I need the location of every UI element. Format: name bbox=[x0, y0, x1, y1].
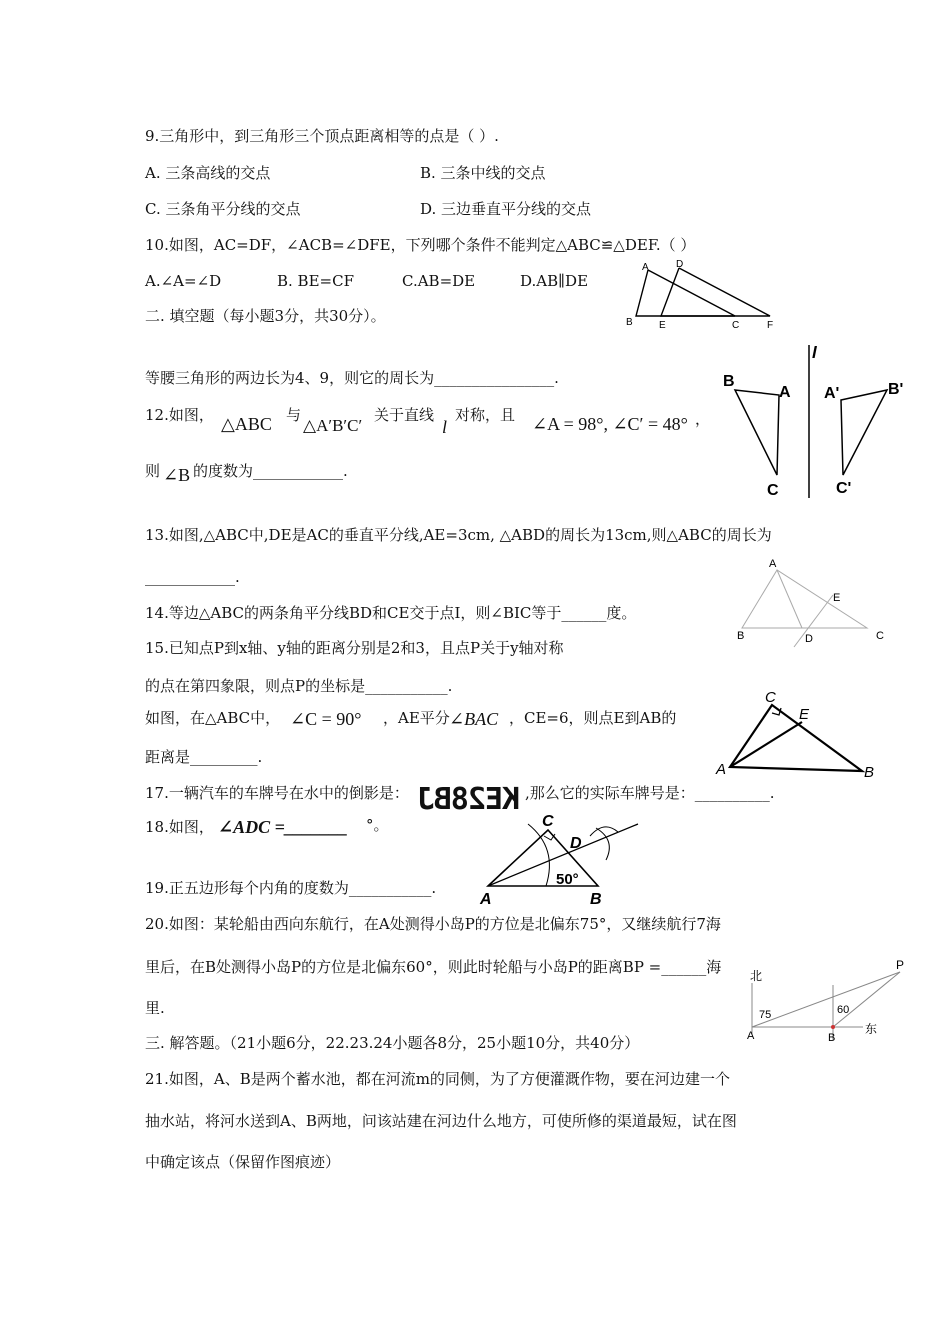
q12-label-c-prime: C' bbox=[836, 480, 852, 497]
q15-line1: 15.已知点P到x轴、y轴的距离分别是2和3，且点P关于y轴对称 bbox=[145, 639, 564, 657]
q20-label-75: 75 bbox=[759, 1009, 772, 1021]
q18-arc-from-a bbox=[528, 824, 549, 886]
q12-label-l: l bbox=[812, 343, 817, 362]
q13-figure bbox=[730, 555, 895, 650]
q20-label-60: 60 bbox=[837, 1004, 850, 1016]
q12-triangle-abc-prime: △A′B′C′ bbox=[303, 416, 363, 435]
q18-figure bbox=[480, 810, 650, 910]
q13-label-d: D bbox=[805, 633, 813, 645]
q20-line1: 20.如图：某轮船由西向东航行，在A处测得小岛P的方位是北偏东75°，又继续航行7海 bbox=[145, 915, 721, 933]
q20-line2: 里后，在B处测得小岛P的方位是北偏东60°，则此时轮船与小岛P的距离BP =______海 bbox=[145, 958, 722, 976]
q10-option-a: A.∠A=∠D bbox=[145, 272, 222, 290]
q13-label-e: E bbox=[833, 592, 841, 604]
q13-blank: ____________. bbox=[145, 568, 240, 586]
q10-triangle-abc bbox=[636, 270, 735, 316]
q12-triangle-left bbox=[735, 390, 779, 475]
q10-option-c: C.AB=DE bbox=[402, 272, 476, 290]
q21-line1: 21.如图，A、B是两个蓄水池，都在河流m的同侧，为了方便灌溉作物，要在河边建一个 bbox=[145, 1070, 730, 1088]
q13-stem: 13.如图,△ABC中,DE是AC的垂直平分线,AE=3cm, △ABD的周长为13cm,则△ABC的周长为 bbox=[145, 526, 772, 544]
section2-heading: 二. 填空题（每小题3分，共30分）。 bbox=[145, 307, 386, 325]
q12-with: 与 bbox=[286, 406, 302, 424]
q12-sym: 关于直线 bbox=[374, 406, 435, 424]
q11-stem: 等腰三角形的两边长为4、9，则它的周长为________________. bbox=[145, 369, 559, 387]
q13-triangle-abc bbox=[742, 570, 867, 628]
q18-label-c: C bbox=[542, 813, 554, 830]
q20-label-p: P bbox=[896, 958, 905, 972]
q16-label-c: C bbox=[765, 689, 776, 706]
q21-line2: 抽水站，将河水送到A、B两地，问该站建在河边什么地方，可使所修的渠道最短，试在图 bbox=[145, 1112, 737, 1130]
q13-label-c: C bbox=[876, 630, 884, 642]
q16-label-e: E bbox=[799, 706, 810, 723]
q10-label-e: E bbox=[659, 320, 666, 331]
q12-label-b: B bbox=[723, 373, 735, 390]
q20-line-ap bbox=[752, 972, 900, 1027]
q12-comma: ， bbox=[695, 410, 711, 428]
q18-tail: °。 bbox=[366, 816, 389, 834]
q10-label-d: D bbox=[676, 259, 684, 270]
q13-segment-ad bbox=[777, 570, 802, 628]
q16-label-b: B bbox=[864, 764, 875, 781]
q18-label-d: D bbox=[570, 835, 582, 852]
q9-option-b: B. 三条中线的交点 bbox=[420, 164, 546, 182]
q20-label-east: 东 bbox=[865, 1022, 878, 1036]
q12-sym2: 对称，且 bbox=[455, 406, 516, 424]
q13-label-a: A bbox=[769, 558, 777, 570]
q18-expression: ∠ADC =_______ bbox=[218, 817, 348, 837]
section3-heading: 三. 解答题。（21小题6分，22.23.24小题各8分，25小题10分，共40分） bbox=[145, 1034, 640, 1052]
q12-label-a-prime: A' bbox=[824, 385, 840, 402]
q9-option-c: C. 三条角平分线的交点 bbox=[145, 200, 301, 218]
q16-label-a: A bbox=[716, 761, 727, 778]
q12-label-c: C bbox=[767, 482, 779, 499]
q12-label-b-prime: B' bbox=[888, 381, 904, 398]
q19-stem: 19.正五边形每个内角的度数为___________. bbox=[145, 879, 437, 897]
q17-plate-reflection: KE28BJ bbox=[417, 782, 520, 817]
q20-line3: 里. bbox=[145, 999, 165, 1017]
q14-stem: 14.等边△ABC的两条角平分线BD和CE交于点I，则∠BIC等于______度。 bbox=[145, 604, 637, 622]
q10-stem: 10.如图，AC=DF，∠ACB=∠DFE，下列哪个条件不能判定△ABC≌△DEF.（ ） bbox=[145, 236, 696, 254]
q21-line3: 中确定该点（保留作图痕迹） bbox=[145, 1153, 341, 1171]
q20-label-north: 北 bbox=[750, 969, 763, 983]
q10-label-b: B bbox=[626, 317, 633, 328]
q16-mid: ，AE平分 bbox=[383, 709, 450, 727]
q12-lead: 12.如图， bbox=[145, 406, 214, 424]
q12-label-a: A bbox=[779, 384, 791, 401]
q12-line-l: l bbox=[442, 417, 448, 437]
q20-line-bp bbox=[833, 972, 900, 1027]
q10-label-a: A bbox=[642, 262, 649, 273]
q18-arc-intersect-2 bbox=[596, 828, 609, 860]
q10-option-d: D.AB∥DE bbox=[520, 272, 589, 290]
q12-tail: 的度数为____________. bbox=[193, 462, 348, 480]
q10-label-f: F bbox=[767, 320, 774, 331]
q12-angle-b: ∠B bbox=[163, 465, 191, 485]
q10-figure bbox=[625, 258, 785, 333]
q12-triangle-abc: △ABC bbox=[221, 414, 272, 434]
q18-lead: 18.如图， bbox=[145, 818, 214, 836]
q16-angle-c: ∠C = 90° bbox=[290, 709, 362, 729]
q16-lead: 如图，在△ABC中， bbox=[145, 709, 281, 727]
q13-perp-bisector bbox=[794, 595, 833, 647]
q16-bisector-ae bbox=[730, 722, 802, 767]
q18-label-a: A bbox=[480, 891, 492, 908]
q12-triangle-right bbox=[841, 390, 887, 475]
q16-triangle-abc bbox=[730, 705, 862, 771]
q10-label-c: C bbox=[732, 320, 740, 331]
q17-lead: 17.一辆汽车的车牌号在水中的倒影是： bbox=[145, 784, 409, 802]
q15-line2: 的点在第四象限，则点P的坐标是___________. bbox=[145, 677, 453, 695]
q12-figure bbox=[715, 340, 915, 505]
q20-label-a: A bbox=[747, 1030, 755, 1042]
q12-condition: ∠A = 98°, ∠C′ = 48° bbox=[532, 414, 688, 434]
q12-then: 则 bbox=[145, 462, 161, 480]
q20-point-b bbox=[831, 1025, 835, 1029]
q16-line2: 距离是_________. bbox=[145, 748, 263, 766]
q10-triangle-def bbox=[661, 268, 770, 316]
q20-label-b: B bbox=[828, 1032, 836, 1044]
q9-stem: 9.三角形中，到三角形三个顶点距离相等的点是（ ）. bbox=[145, 127, 499, 145]
q17-tail: ,那么它的实际车牌号是：__________. bbox=[525, 784, 775, 802]
q16-angle-bac: ∠BAC bbox=[449, 709, 499, 729]
q20-figure bbox=[745, 955, 915, 1050]
q16-tail: ，CE=6，则点E到AB的 bbox=[509, 709, 677, 727]
q13-label-b: B bbox=[737, 630, 745, 642]
q18-label-b: B bbox=[590, 891, 602, 908]
q10-option-b: B. BE=CF bbox=[277, 272, 354, 290]
q9-option-a: A. 三条高线的交点 bbox=[145, 164, 271, 182]
q16-figure bbox=[712, 686, 882, 781]
q18-label-angle: 50° bbox=[556, 871, 579, 888]
q9-option-d: D. 三边垂直平分线的交点 bbox=[420, 200, 592, 218]
